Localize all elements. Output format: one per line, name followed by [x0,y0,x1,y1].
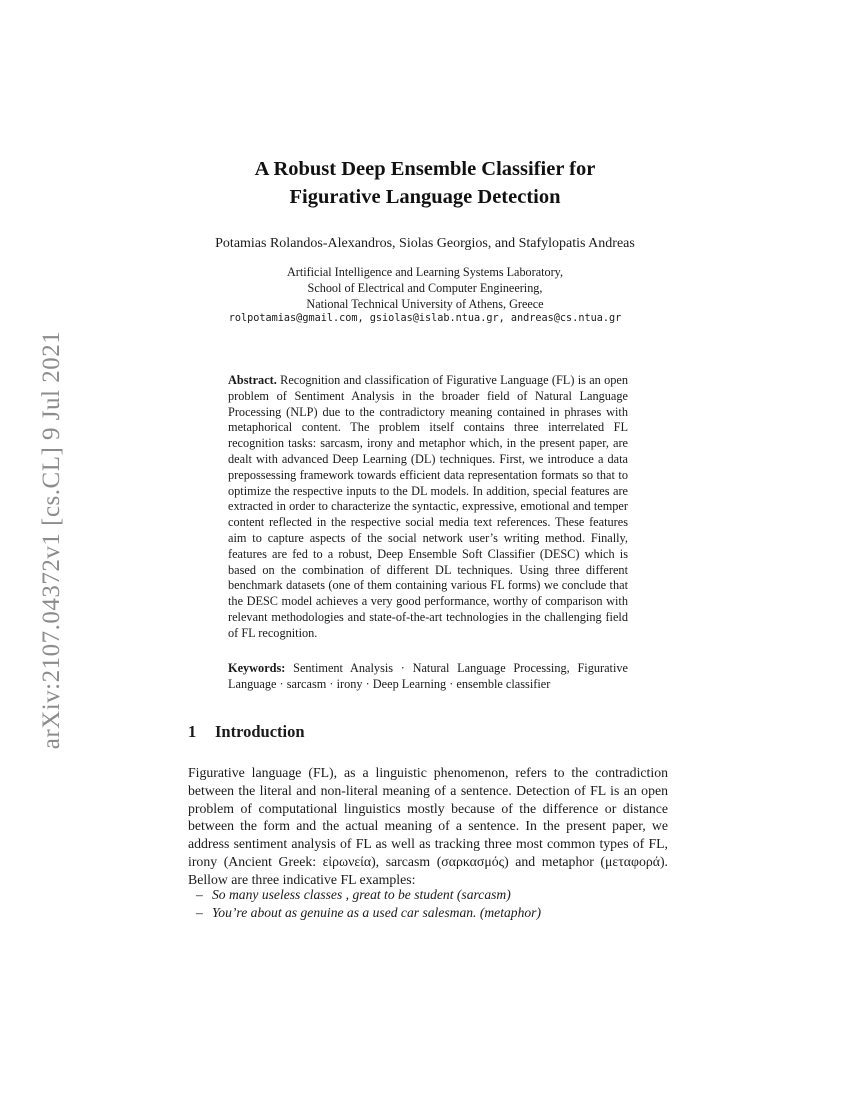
example-text: You’re about as genuine as a used car salesman. (metaphor) [212,904,541,920]
example-list [196,886,666,921]
section-heading-introduction [188,722,305,742]
list-item [196,886,666,904]
title-line: A Robust Deep Ensemble Classifier for [254,158,596,180]
affiliation-line: Artificial Intelligence and Learning Systems Laboratory, [286,265,564,279]
introduction-paragraph: Figurative language (FL), as a linguistic phenomenon, refers to the contradiction between the literal and non-literal meaning of a sentence. Detection of FL is an open problem of computational linguistics mostly because of the difference or distance between the form and the actual meaning of a sentence. In the present paper, we address sentiment analysis of FL as well as tracking three most common types of FL, irony (Ancient Greek: εἰρωνεία), sarcasm (σαρκασμός) and metaphor (μεταφορά). Bellow are three indicative FL examples: [188,765,668,887]
affiliation-line: National Technical University of Athens, Greece [306,297,544,311]
affiliation-line: School of Electrical and Computer Engineering, [307,281,543,295]
abstract-text: Recognition and classification of Figurative Language (FL) is an open problem of Sentiment Analysis in the broader field of Natural Language Processing (NLP) due to the contradictory meaning contained in phrases with metaphorical content. The problem itself contains three interrelated FL recognition tasks: sarcasm, irony and metaphor which, in the present paper, are dealt with advanced Deep Learning (DL) techniques. First, we introduce a data prepossessing framework towards efficient data representation formats so that to optimize the respective inputs to the DL models. In addition, special features are extracted in order to characterize the syntactic, expressive, emotional and temper content reflected in the respective social media text references. These features aim to capture aspects of the social network user’s writing method. Finally, features are fed to a robust, Deep Ensemble Soft Classifier (DESC) which is based on the combination of different DL techniques. Using three different benchmark datasets (one of them containing various FL forms) we conclude that the DESC model achieves a very good performance, worthy of comparison with relevant methodologies and state-of-the-art technologies in the challenging field of FL recognition. [228,373,628,640]
section-title: Introduction [215,722,305,741]
keywords-label: Keywords: [228,661,286,675]
section-number: 1 [188,722,197,741]
example-text: So many useless classes , great to be student (sarcasm) [212,887,511,902]
list-item [196,904,666,922]
paper-title [0,155,850,211]
affiliation [0,264,850,312]
keywords [228,660,628,692]
arxiv-identifier: arXiv:2107.04372v1 [cs.CL] 9 Jul 2021 [38,330,65,750]
title-line: Figurative Language Detection [289,186,561,208]
abstract [228,373,628,642]
list-bullet: – [196,887,203,902]
author-emails: rolpotamias@gmail.com, gsiolas@islab.ntua.gr, andreas@cs.ntua.gr [228,313,622,324]
list-bullet: – [196,904,203,920]
abstract-label: Abstract. [228,373,277,387]
author-list: Potamias Rolandos-Alexandros, Siolas Georgios, and Stafylopatis Andreas [215,236,635,251]
keywords-text: Sentiment Analysis · Natural Language Processing, Figurative Language · sarcasm · irony · Deep Learning · ensemble classifier [228,661,628,691]
